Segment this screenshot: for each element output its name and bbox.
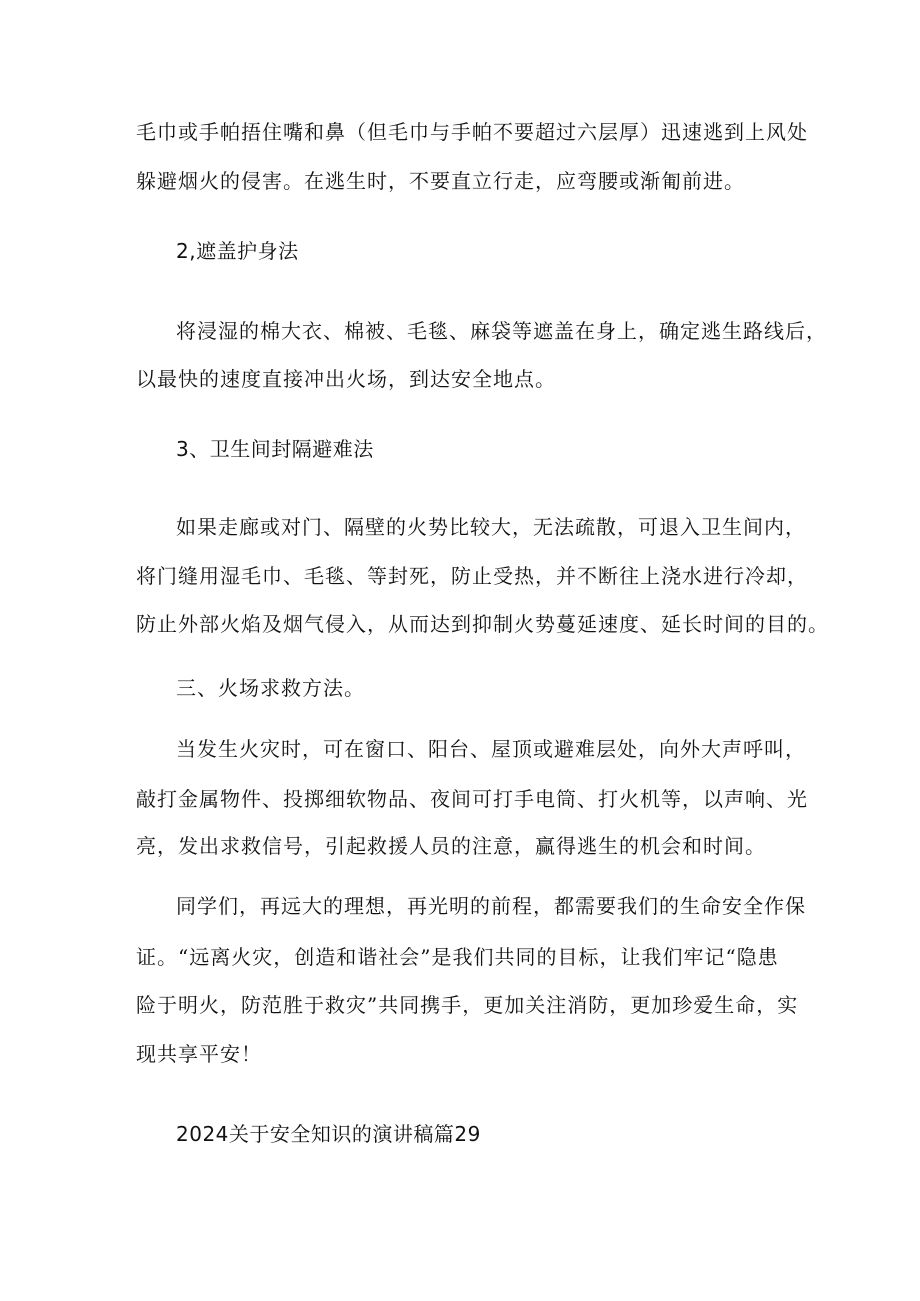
- paragraph-line: 当发生火灾时，可在窗口、阳台、屋顶或避难层处，向外大声呼叫，: [176, 737, 806, 761]
- subheading-cover-method: 2,遮盖护身法: [176, 239, 299, 263]
- paragraph-line: 敲打金属物件、投掷细软物品、夜间可打手电筒、打火机等，以声响、光: [136, 787, 808, 811]
- paragraph-line: 如果走廊或对门、隔壁的火势比较大，无法疏散，可退入卫生间内，: [176, 515, 806, 539]
- paragraph-line: 同学们，再远大的理想，再光明的前程，都需要我们的生命安全作保: [176, 894, 806, 918]
- paragraph-line: 躲避烟火的侵害。在逃生时，不要直立行走，应弯腰或渐匍前进。: [136, 169, 745, 193]
- paragraph-line: 将浸湿的棉大衣、棉被、毛毯、麻袋等遮盖在身上，确定逃生路线后，: [176, 319, 827, 343]
- paragraph-line: 现共享平安！: [136, 1042, 262, 1066]
- document-title: 2024关于安全知识的演讲稿篇29: [176, 1122, 481, 1146]
- paragraph-line: 防止外部火焰及烟气侵入，从而达到抑制火势蔓延速度、延长时间的目的。: [136, 612, 829, 636]
- paragraph-line: 证。“远离火灾，创造和谐社会”是我们共同的目标，让我们牢记“隐患: [136, 945, 779, 969]
- paragraph-line: 毛巾或手帕捂住嘴和鼻（但毛巾与手帕不要超过六层厚）迅速逃到上风处: [136, 120, 808, 144]
- subheading-bathroom-method: 3、卫生间封隔避难法: [176, 437, 374, 461]
- section-heading-rescue: 三、火场求救方法。: [176, 676, 365, 700]
- paragraph-line: 亮，发出求救信号，引起救援人员的注意，赢得逃生的机会和时间。: [136, 834, 766, 858]
- paragraph-line: 将门缝用湿毛巾、毛毯、等封死，防止受热，并不断往上浇水进行冷却，: [136, 564, 808, 588]
- paragraph-line: 险于明火，防范胜于救灾”共同携手，更加关注消防，更加珍爱生命，实: [136, 993, 799, 1017]
- paragraph-line: 以最快的速度直接冲出火场，到达安全地点。: [136, 367, 556, 391]
